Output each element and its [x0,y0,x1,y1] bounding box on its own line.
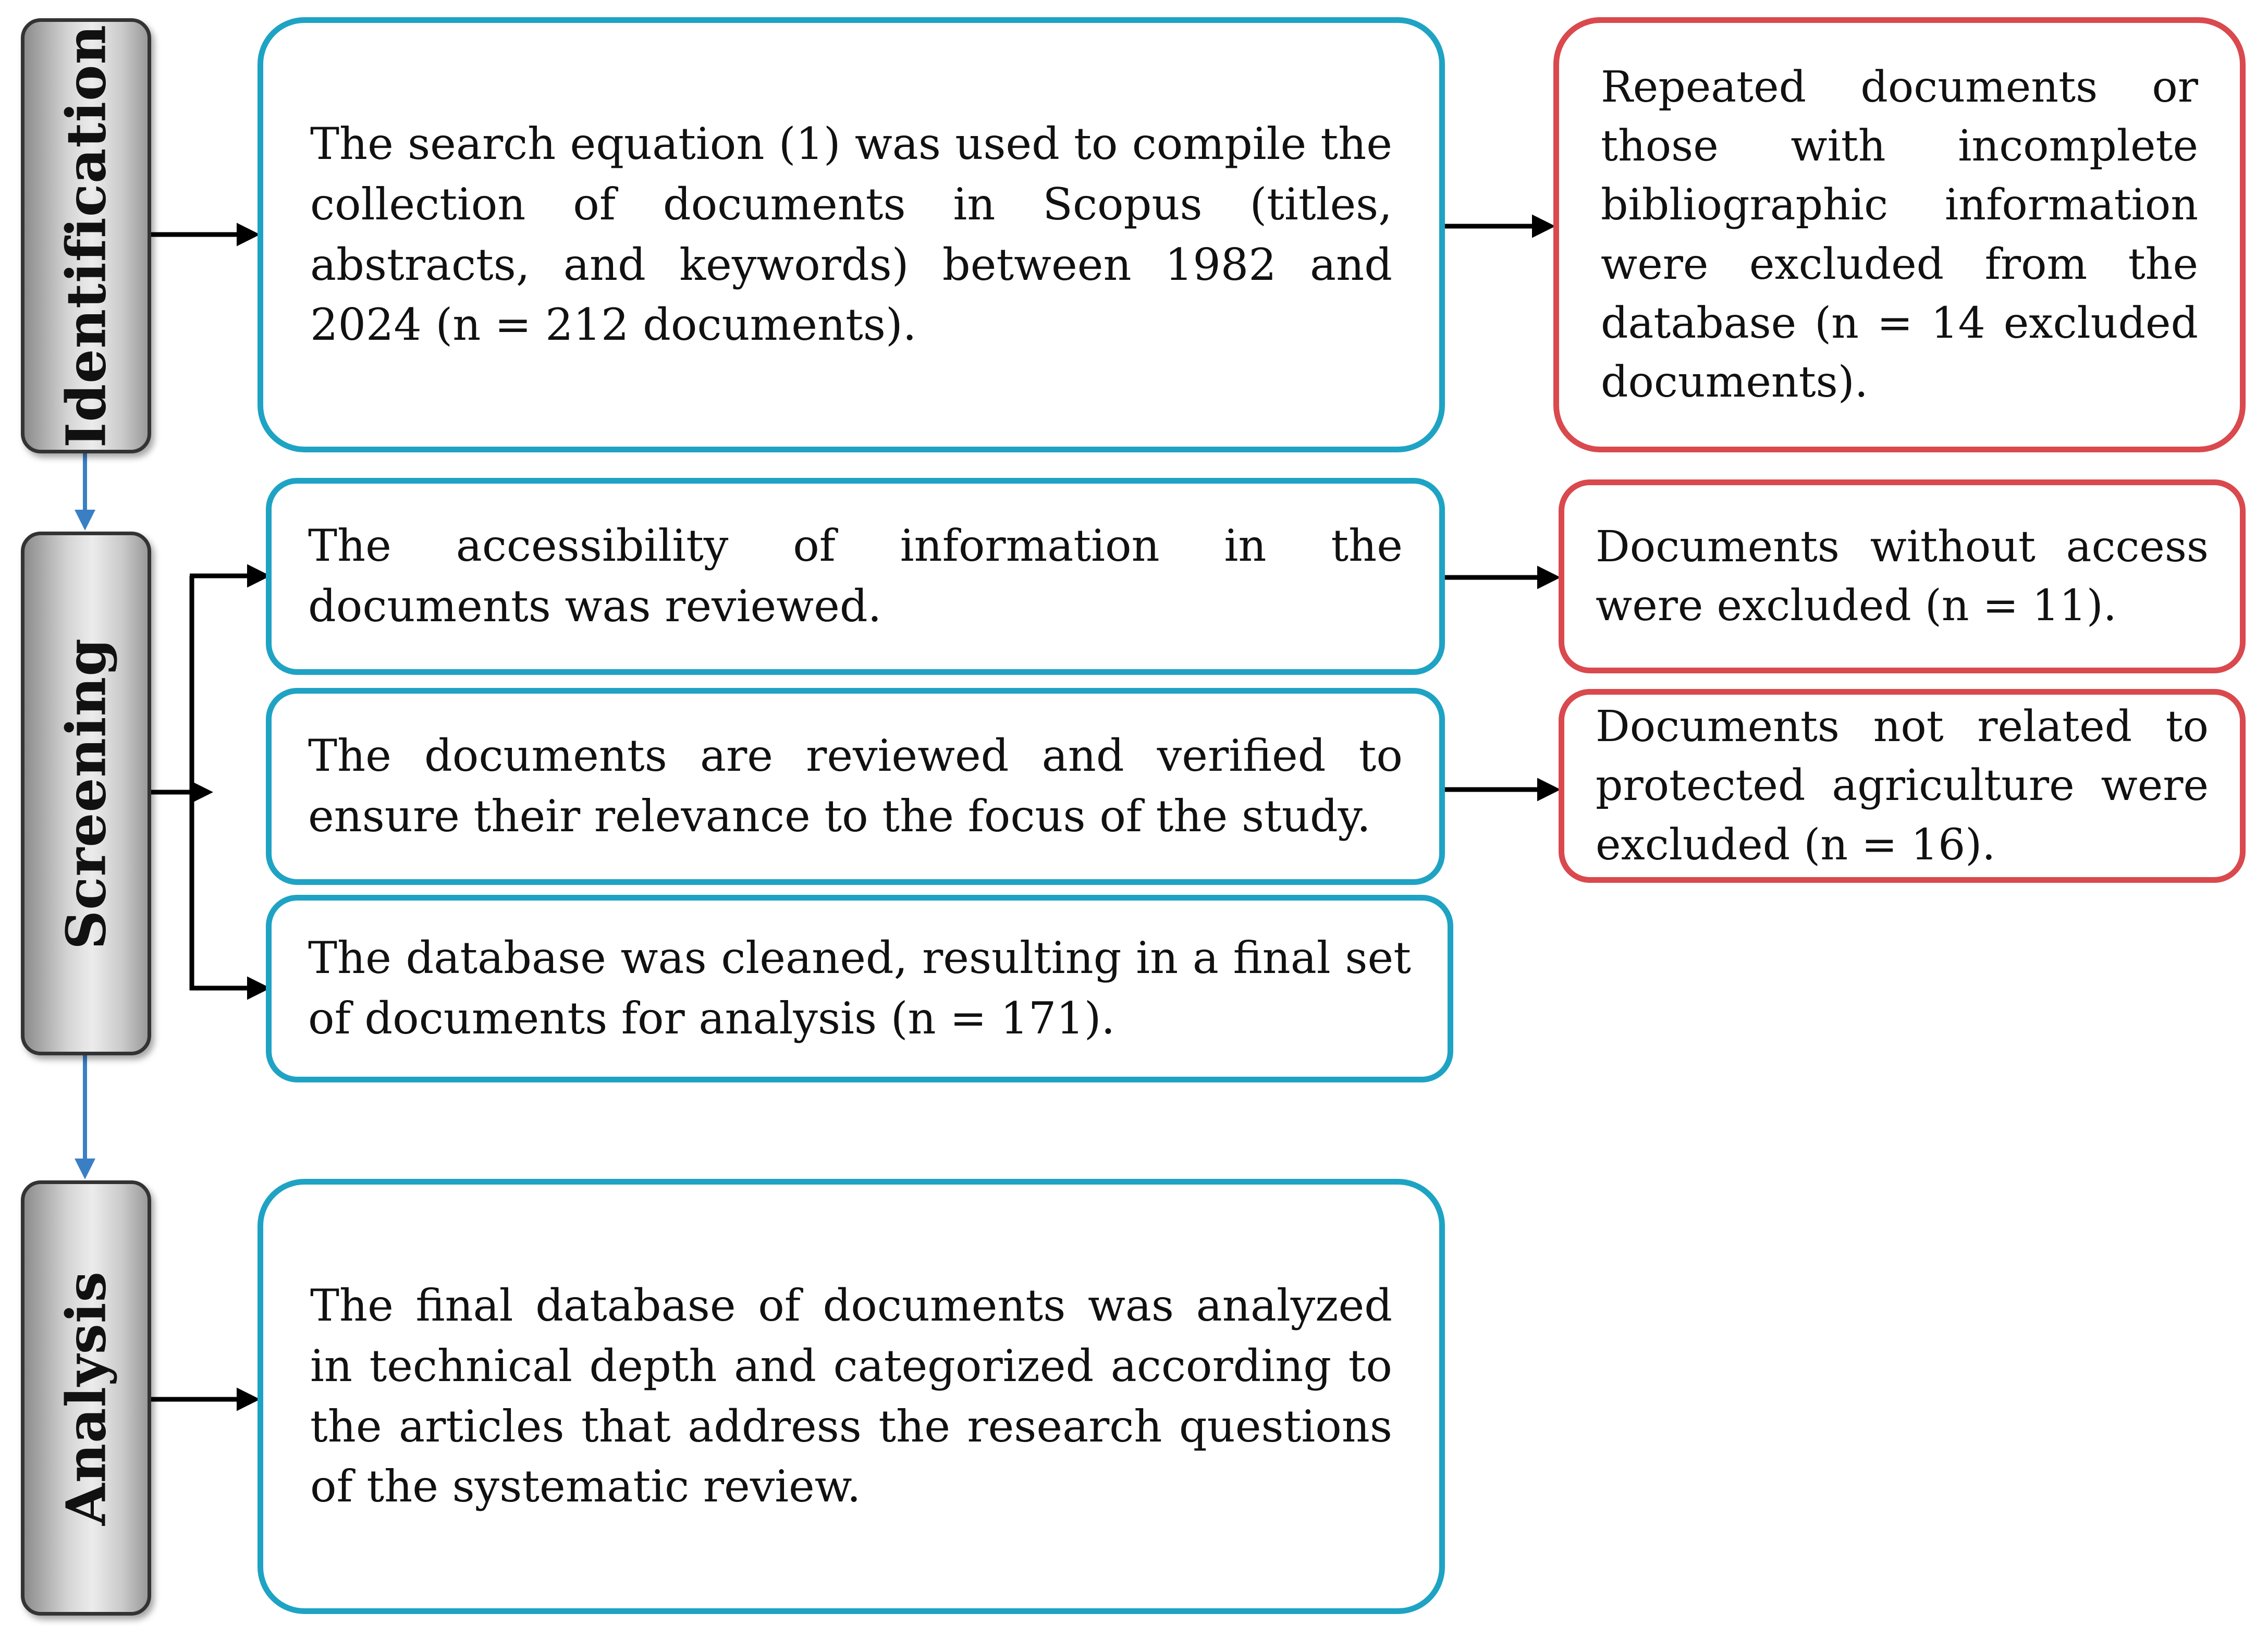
process-text-screening-relevance: The documents are reviewed and verified to ensure their relevance to the focus of the study. [308,730,1403,842]
exclusion-text-repeated: Repeated documents or those with incomplete bibliographic information were excluded from the database (n = 14 excluded documents). [1601,63,2198,407]
exclusion-box-no-access [1559,479,2246,673]
exclusion-box-repeated [1553,17,2246,452]
process-box-analysis-final [258,1179,1445,1614]
process-box-screening-relevance [266,688,1445,885]
stage-analysis [21,1180,151,1616]
stage-label-identification: Identification [54,24,118,448]
exclusion-text-not-related: Documents not related to protected agriculture were excluded (n = 16). [1596,702,2209,870]
exclusion-text-no-access: Documents without access were excluded (n = 11). [1596,522,2209,631]
process-text-identification-search: The search equation (1) was used to compile the collection of documents in Scopus (titles, abstracts, and keywords) between 1982 and 2024 (n = 212 documents). [310,118,1392,351]
process-box-identification-search [258,17,1445,452]
process-text-screening-accessibility: The accessibility of information in the documents was reviewed. [308,520,1403,632]
process-text-analysis-final: The final database of documents was analyzed in technical depth and categorized according to the articles that address the research questions of the systematic review. [310,1279,1392,1512]
process-box-screening-accessibility [266,478,1445,675]
process-text-screening-cleaned: The database was cleaned, resulting in a final set of documents for analysis (n = 171). [308,932,1411,1044]
stage-label-screening: Screening [54,637,118,950]
stage-screening [21,532,151,1055]
exclusion-box-not-related [1559,689,2246,883]
process-box-screening-cleaned [266,895,1453,1082]
stage-identification [21,18,151,453]
stage-label-analysis: Analysis [54,1271,118,1525]
